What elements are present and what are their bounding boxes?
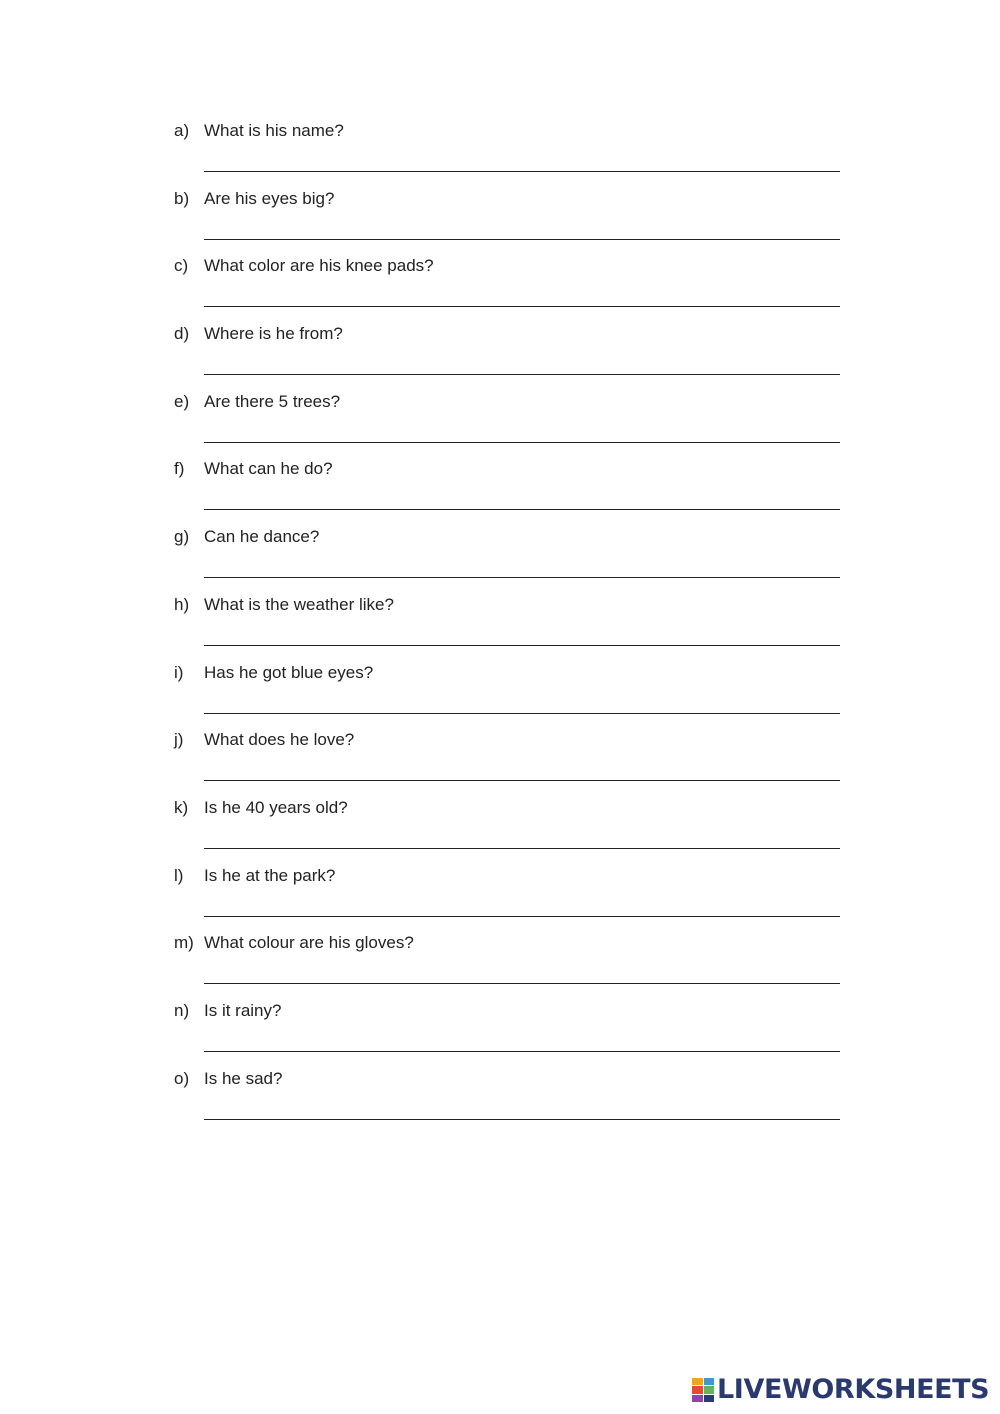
answer-line[interactable] <box>204 171 840 172</box>
question-item <box>174 253 840 321</box>
question-text: Are his eyes big? <box>204 188 335 208</box>
question-item <box>174 863 840 931</box>
question-letter: g) <box>174 527 190 547</box>
answer-line[interactable] <box>204 848 840 849</box>
brand-wordmark: LIVEWORKSHEETS <box>717 1374 990 1405</box>
question-text: What can he do? <box>204 459 333 479</box>
question-text: Can he dance? <box>204 527 320 547</box>
question-text: What is the weather like? <box>204 594 394 614</box>
question-letter: d) <box>174 324 190 344</box>
question-item <box>174 795 840 863</box>
question-item <box>174 186 840 254</box>
question-item <box>174 524 840 592</box>
question-item <box>174 727 840 795</box>
question-item <box>174 592 840 660</box>
question-item <box>174 321 840 389</box>
answer-line[interactable] <box>204 306 840 307</box>
question-letter: h) <box>174 594 190 614</box>
question-letter: a) <box>174 121 190 140</box>
question-item <box>174 1066 840 1134</box>
question-text: What color are his knee pads? <box>204 256 434 276</box>
question-text: Is he at the park? <box>204 865 336 885</box>
question-item <box>174 660 840 728</box>
question-text: What colour are his gloves? <box>204 933 414 953</box>
liveworksheets-logo-icon <box>692 1378 714 1402</box>
answer-line[interactable] <box>204 983 840 984</box>
answer-line[interactable] <box>204 374 840 375</box>
question-letter: k) <box>174 797 189 817</box>
question-text: Is it rainy? <box>204 1000 282 1020</box>
question-letter: j) <box>174 730 184 750</box>
question-text: Is he 40 years old? <box>204 797 348 817</box>
answer-line[interactable] <box>204 577 840 578</box>
question-item <box>174 389 840 457</box>
answer-line[interactable] <box>204 442 840 443</box>
question-letter: i) <box>174 662 184 682</box>
answer-line[interactable] <box>204 239 840 240</box>
liveworksheets-brand <box>692 1374 989 1406</box>
question-text: What does he love? <box>204 730 355 750</box>
question-text: Is he sad? <box>204 1068 283 1088</box>
question-item <box>174 118 840 186</box>
answer-line[interactable] <box>204 509 840 510</box>
question-text: What is his name? <box>204 121 344 140</box>
answer-line[interactable] <box>204 1119 840 1120</box>
question-letter: n) <box>174 1000 190 1020</box>
answer-line[interactable] <box>204 1051 840 1052</box>
answer-line[interactable] <box>204 645 840 646</box>
question-letter: c) <box>174 256 189 276</box>
question-item <box>174 456 840 524</box>
question-text: Where is he from? <box>204 324 343 344</box>
question-list <box>174 118 840 1133</box>
question-item <box>174 930 840 998</box>
question-letter: e) <box>174 391 190 411</box>
answer-line[interactable] <box>204 780 840 781</box>
question-item <box>174 998 840 1066</box>
answer-line[interactable] <box>204 713 840 714</box>
question-letter: b) <box>174 188 190 208</box>
answer-line[interactable] <box>204 916 840 917</box>
question-text: Has he got blue eyes? <box>204 662 374 682</box>
question-text: Are there 5 trees? <box>204 391 341 411</box>
question-letter: f) <box>174 459 185 479</box>
question-letter: l) <box>174 865 184 885</box>
question-letter: o) <box>174 1068 190 1088</box>
question-letter: m) <box>174 933 194 953</box>
